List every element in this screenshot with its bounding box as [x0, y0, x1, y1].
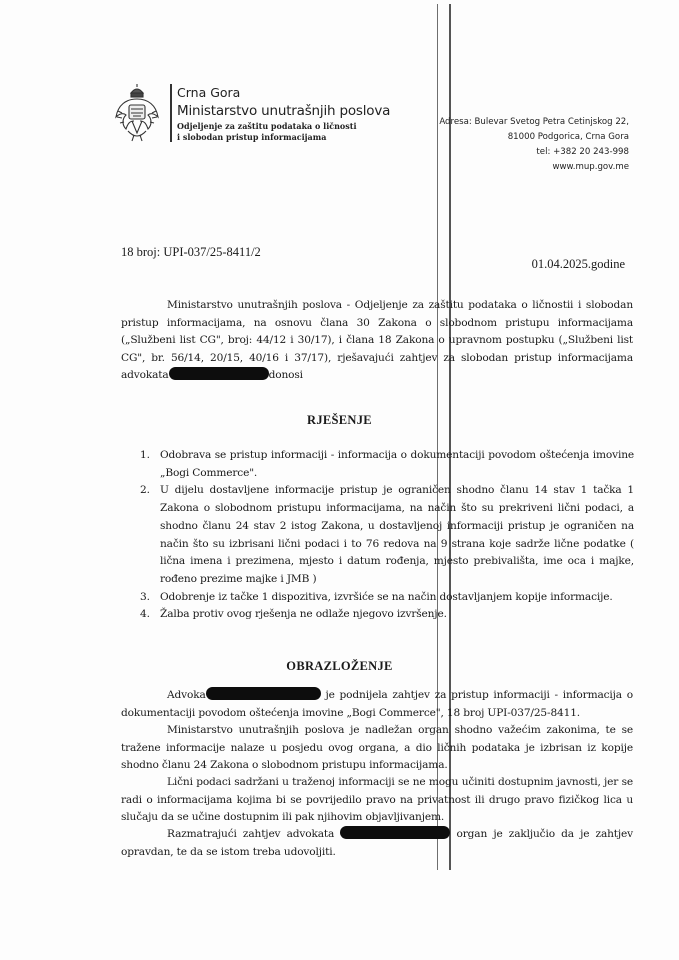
document-date: 01.04.2025.godine	[531, 257, 625, 271]
intro-text: Ministarstvo unutrašnjih poslova - Odjeljenje za zaštitu podataka o ličnostii i slobodan pristup informacijama, na osnovu člana 30 Zakona o slobodnom pristupu informacijama („Službeni list CG", broj: 44/12 i 30/17), i člana 18 Zakona o upravnom postupku („Službeni list CG", br. 56/14, 20/15, 40/16 i 37/17), rješavajući zahtjev za slobodan pristup informacijama advokata	[121, 299, 633, 381]
reasoning-paragraph: Razmatrajući zahtjev advokata organ je zaključio da je zahtjev opravdan, te da se istom treba udovoljiti.	[121, 828, 633, 858]
decision-item: 3. Odobrenje iz tačke 1 dispozitiva, izvršiće se na način dostavljanjem kopije informacije.	[140, 590, 613, 603]
header-divider	[170, 84, 172, 142]
coat-of-arms-icon	[112, 83, 162, 145]
reasoning-heading: OBRAZLOŽENJE	[286, 659, 393, 673]
redaction-mark	[340, 826, 450, 839]
ministry-name: Ministarstvo unutrašnjih poslova	[177, 103, 391, 119]
decision-item: 1. Odobrava se pristup informaciji - informacija o dokumentaciji povodom oštećenja imovine „Bogi Commerce".	[140, 449, 634, 479]
reasoning-paragraph: Lični podaci sadržani u traženoj informaciji se ne mogu učiniti dostupnim javnosti, jer se radi o informacijama kojima bi se povrijedilo pravo na privatnost ili drugo pravo fizičkog lica u slučaju da se učine dostupnim ili pak njihovim objavljivanjem.	[121, 776, 633, 823]
decision-heading: RJEŠENJE	[307, 413, 372, 427]
address-block	[439, 115, 629, 175]
department-name-line2: i slobodan pristup informacijama	[177, 132, 327, 142]
decision-item: 2. U dijelu dostavljene informacije pristup je ograničen shodno članu 14 stav 1 tačka 1 Zakona o slobodnom pristupu informacijama, na način što su prekriveni lični podaci, a shodno članu 24 stav 2 istog Zakona, u dostavljenoj informaciji pristup je ograničen na način što su izbrisani lični podaci i to 76 redova na 9 strana koje sadrže lične podatke ( lična imena i prezimena, mjesto i datum rođenja, mjesto prebivališta, ime oca i majke, rođeno prezime majke i JMB )	[140, 484, 634, 585]
decision-item: 4. Žalba protiv ovog rješenja ne odlaže njegovo izvršenje.	[140, 608, 447, 621]
redaction-mark	[206, 687, 321, 700]
reasoning-paragraph: Advoka je podnijela zahtjev za pristup informaciji - informacija o dokumentaciji povodom oštećenja imovine „Bogi Commerce", 18 broj UPI-037/25-8411.	[121, 689, 634, 719]
address-city: 81000 Podgorica, Crna Gora	[507, 132, 629, 142]
address-phone: tel: +382 20 243-998	[536, 147, 629, 157]
reference-number: 18 broj: UPI-037/25-8411/2	[121, 245, 261, 259]
reasoning-paragraph: Ministarstvo unutrašnjih poslova je nadležan organ shodno važećim zakonima, te se tražene informacije nalaze u posjedu ovog organa, a dio ličnih podataka je izbrisan iz kopije shodno članu 24 Zakona o slobodnom pristupu informacijama.	[121, 724, 633, 771]
redaction-mark	[169, 367, 269, 380]
letterhead	[177, 85, 390, 143]
address-website: www.mup.gov.me	[552, 162, 629, 172]
decision-list	[140, 447, 634, 624]
intro-text-end: donosi	[268, 369, 303, 381]
country-name: Crna Gora	[177, 85, 241, 100]
department-name-line1: Odjeljenje za zaštitu podataka o ličnosti	[177, 121, 357, 131]
intro-paragraph	[121, 297, 633, 385]
address-street: Adresa: Bulevar Svetog Petra Cetinjskog 22,	[439, 117, 629, 127]
